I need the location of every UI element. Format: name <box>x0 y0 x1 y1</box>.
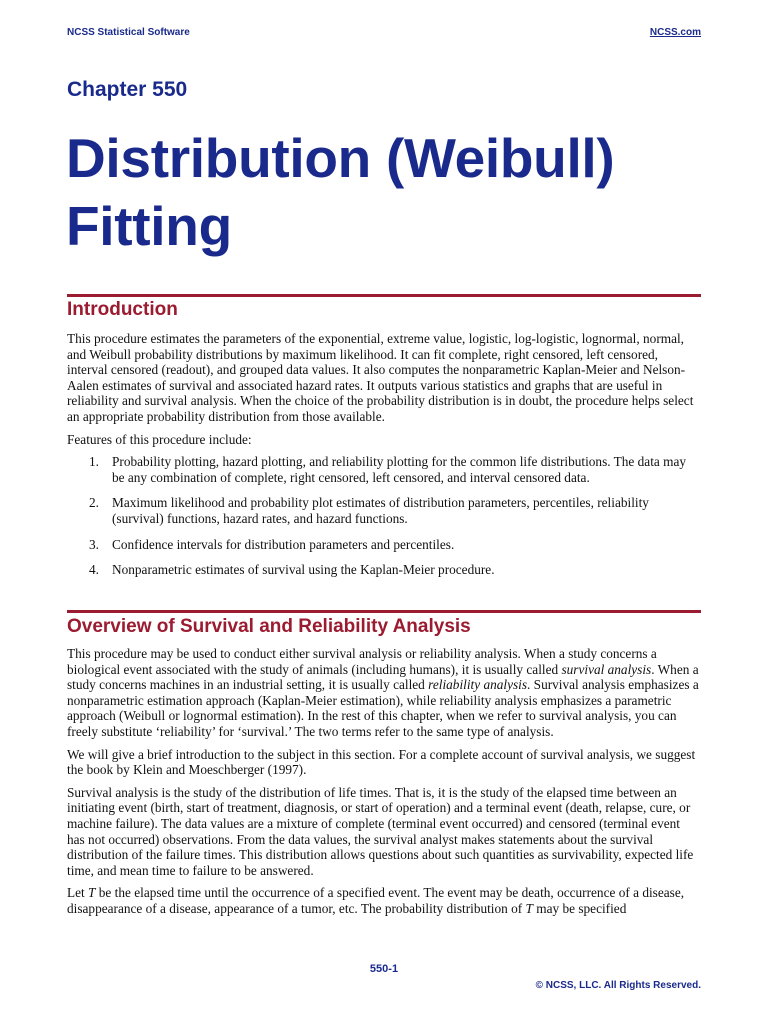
list-item-number: 4. <box>89 562 99 578</box>
text-run: . Survival analysis emphasizes a nonparametric estimation approach (Kaplan-Meier estimation), while reliability analysis emphasizes a parametric approach (Weibull or lognormal estimation). In the rest of this chapter, when we refer to survival analysis, you can freely substitute ‘reliability’ for ‘survival.’ The two terms refer to the same type of analysis. <box>67 677 699 739</box>
introduction-paragraph: This procedure estimates the parameters of the exponential, extreme value, logistic, log-logistic, lognormal, normal, and Weibull probability distributions by maximum likelihood. It can fit complete, right censored, left censored, interval censored (readout), and grouped data values. It also computes the nonparametric Kaplan-Meier and Nelson-Aalen estimates of survival and associated hazard rates. It outputs various statistics and graphs that are useful in reliability and survival analysis. When the choice of the probability distribution is in doubt, the procedure helps select an appropriate probability distribution from those available. <box>67 331 694 424</box>
introduction-body <box>67 331 701 588</box>
text-run: . When a study concerns machines in an industrial setting, it is usually called <box>67 661 699 693</box>
overview-paragraph-2: We will give a brief introduction to the subject in this section. For a complete account of survival analysis, we suggest the book by Klein and Moeschberger (1997). <box>67 746 696 778</box>
list-item-text: Maximum likelihood and probability plot estimates of distribution parameters, percentiles, reliability (survival) functions, hazard rates, and hazard functions. <box>112 495 649 526</box>
overview-paragraph-4 <box>67 885 701 916</box>
chapter-label: Chapter 550 <box>67 78 188 101</box>
list-item-text: Confidence intervals for distribution parameters and percentiles. <box>112 536 455 552</box>
variable-T: T <box>525 900 533 916</box>
section-divider-introduction <box>67 294 701 297</box>
features-lead: Features of this procedure include: <box>67 431 252 447</box>
text-run: This procedure may be used to conduct either survival analysis or reliability analysis. When a study concerns a biological event associated with the study of animals (including humans), it is usually called <box>67 646 657 677</box>
features-list <box>67 454 701 578</box>
title-line-1: Distribution (Weibull) <box>66 127 615 189</box>
page-title <box>66 124 716 260</box>
list-item-number: 1. <box>89 454 99 470</box>
page-header <box>67 27 701 41</box>
section-heading-introduction: Introduction <box>67 299 178 320</box>
term-survival-analysis: survival analysis <box>561 661 652 677</box>
copyright-notice: © NCSS, LLC. All Rights Reserved. <box>535 980 701 991</box>
list-item-number: 3. <box>89 536 99 552</box>
list-item-text: Probability plotting, hazard plotting, and reliability plotting for the common life distributions. The data may be any combination of complete, right censored, left censored, and interval censored data. <box>112 454 687 485</box>
page-number: 550-1 <box>369 963 399 975</box>
term-reliability-analysis: reliability analysis <box>428 677 528 693</box>
variable-T: T <box>88 885 96 901</box>
list-item <box>67 495 701 526</box>
text-run: may be specified <box>532 900 627 916</box>
overview-paragraph-1 <box>67 646 701 740</box>
section-divider-overview <box>67 610 701 613</box>
overview-body <box>67 646 701 924</box>
list-item-text: Nonparametric estimates of survival using the Kaplan-Meier procedure. <box>112 562 495 578</box>
text-run: Let <box>67 885 89 901</box>
section-heading-overview: Overview of Survival and Reliability Analysis <box>67 616 471 637</box>
header-software-name: NCSS Statistical Software <box>67 27 190 38</box>
list-item-number: 2. <box>89 495 99 511</box>
title-line-2: Fitting <box>66 195 232 257</box>
text-run: be the elapsed time until the occurrence of a specified event. The event may be death, occurrence of a disease, disappearance of a disease, appearance of a tumor, etc. The probability distribution of <box>67 885 685 916</box>
list-item <box>67 454 701 485</box>
list-item <box>67 562 701 578</box>
list-item <box>67 537 701 553</box>
overview-paragraph-3: Survival analysis is the study of the distribution of life times. That is, it is the study of the elapsed time between an initiating event (birth, start of treatment, diagnosis, or start of operation) and a terminal event (death, relapse, cure, or machine failure). The data values are a mixture of complete (terminal event occurred) and censored (terminal event has not occurred) observations. From the data values, the survival analyst makes statements about the survival distribution of the failure times. This distribution allows questions about such quantities as survivability, expected life time, and mean time to failure to be answered. <box>67 784 694 878</box>
header-website-link[interactable]: NCSS.com <box>649 27 701 38</box>
